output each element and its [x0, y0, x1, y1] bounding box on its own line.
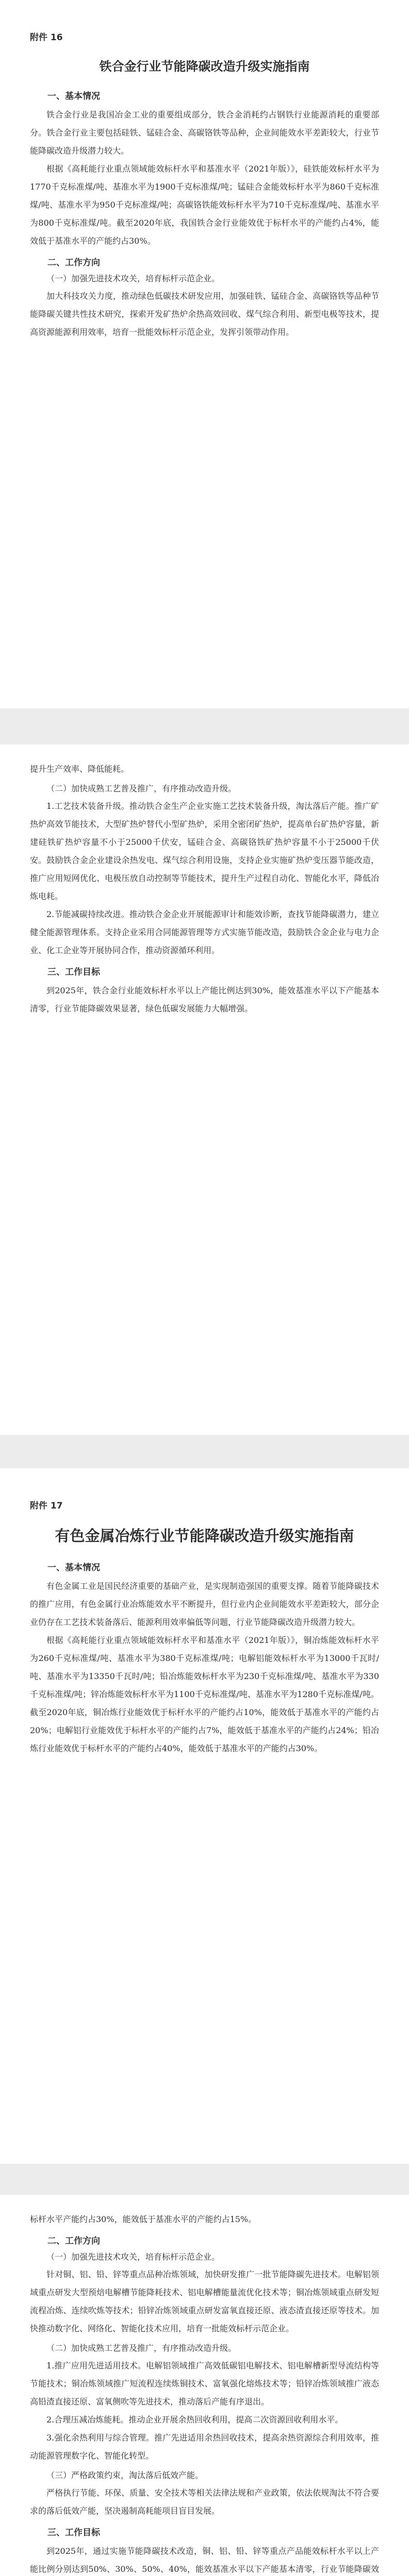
- doc16-page-2: [0, 744, 409, 1435]
- appendix-label: 附件 16: [30, 32, 63, 43]
- subsection-heading: （一）加强先进技术攻关，培育标杆示范企业。: [46, 274, 220, 283]
- doc17-page-1: [0, 1468, 409, 2164]
- subsection-heading: （二）加快成熟工艺普及推广，有序推动改造升级。: [46, 784, 237, 793]
- page-gap: [0, 708, 409, 744]
- paragraph: 标杆水平产能约占30%，能效低于基准水平的产能约占15%。: [30, 2214, 257, 2224]
- subsection-heading: （三）严格政策约束，淘汰落后低效产能。: [46, 2470, 204, 2480]
- document-title: 铁合金行业节能降碳改造升级实施指南: [99, 59, 310, 74]
- paragraph: 到2025年，铁合金行业能效标杆水平以上产能比例达到30%，能效基准水平以下产能基本清零，行业节能降碳效果显著，绿色低碳发展能力大幅增强。: [30, 986, 379, 1013]
- paragraph: 1.工艺技术装备升级。推动铁合金生产企业实施工艺技术装备升级，淘汰落后产能。推广矿热炉高效节能技术，大型矿热炉替代小型矿热炉，采用全密闭矿热炉，提高单台矿热炉容量，新建硅铁矿热炉容量不小于25000千伏安，锰硅合金、高碳铬铁矿热炉容量不小于25000千伏安。鼓励铁合金企业建设余热发电、煤气综合利用设施，支持企业实施矿热炉变压器节能改造，推广应用短网优化、电极压放自动控制等节能技术，提升生产过程自动化、智能化水平，降低冶炼电耗。: [30, 801, 379, 901]
- paragraph: 严格执行节能、环保、质量、安全技术等相关法律法规和产业政策，依法依规淘汰不符合要求的落后低效产能，坚决遏制高耗能项目盲目发展。: [30, 2488, 379, 2516]
- section-heading: 三、工作目标: [47, 967, 100, 977]
- subsection-heading: （二）加快成熟工艺普及推广，有序推动改造升级。: [46, 2343, 237, 2353]
- paragraph: 2.节能减碳持续改进。推动铁合金企业开展能源审计和能效诊断，查找节能降碳潜力，建立健全能源管理体系。支持企业采用合同能源管理等方式实施节能改造，鼓励铁合金企业与电力企业、化工企业等开展协同合作，推动资源循环利用。: [30, 909, 379, 955]
- document-title: 有色金属冶炼行业节能降碳改造升级实施指南: [55, 1527, 354, 1545]
- doc17-page-2: [0, 2195, 409, 2576]
- doc16-page-1: [0, 0, 409, 708]
- section-heading: 二、工作方向: [47, 258, 100, 268]
- paragraph: 1.推广应用先进适用技术。电解铝领域推广高效低碳铝电解技术、铝电解槽新型导流结构等节能技术；铜冶炼领域推广短流程连续炼铜技术、富氧强化熔炼技术等；铅锌冶炼领域推广液态高铅渣直接还原、富氧侧吹等先进技术，推动落后产能有序退出。: [30, 2361, 379, 2406]
- appendix-label: 附件 17: [30, 1501, 63, 1511]
- page-gap: [0, 1435, 409, 1468]
- paragraph: 加大科技攻关力度，推动绿色低碳技术研发应用，加强硅铁、锰硅合金、高碳铬铁等品种节能降碳关键共性技术研究，探索开发矿热炉余热高效回收、煤气综合利用、新型电极等技术，提高资源能源利用效率，培育一批能效标杆示范企业，发挥引领带动作用。: [30, 291, 379, 337]
- paragraph: 针对铜、铝、铅、锌等重点品种冶炼领域，加快研发推广一批节能降碳先进技术。电解铝领域重点研发大型预焙电解槽节能降耗技术、铝电解槽能量流优化技术等；铜冶炼领域重点研发短流程冶炼、连续吹炼等技术；铅锌冶炼领域重点研发富氧直接还原、液态渣直接还原等技术。加快推动数字化、网络化、智能化技术应用，培育一批能效标杆示范企业。: [30, 2269, 379, 2333]
- paragraph: 有色金属工业是国民经济重要的基础产业，是实现制造强国的重要支撑。随着节能降碳技术的推广应用，有色金属行业冶炼能效水平不断提升，但行业内企业间能效水平差距较大，部分企业仍存在工艺技术装备落后、能源利用效率偏低等问题，行业节能降碳改造升级潜力较大。: [30, 1581, 379, 1627]
- paragraph: 3.强化余热利用与综合管理。推广先进适用余热回收技术，提高余热资源综合利用效率，推动能源管理数字化、智能化转型。: [30, 2433, 379, 2461]
- page-gap: [0, 2164, 409, 2195]
- paragraph: 提升生产效率、降低能耗。: [30, 764, 129, 774]
- section-heading: 一、基本情况: [47, 91, 100, 101]
- subsection-heading: （一）加强先进技术攻关，培育标杆示范企业。: [46, 2252, 220, 2262]
- paragraph: 2.合理压减冶炼能耗。推动企业开展余热回收利用，提高二次资源回收利用水平。: [46, 2415, 343, 2425]
- paragraph: 到2025年，通过实施节能降碳技术改造，铜、铝、铅、锌等重点产品能效标杆水平以上产能比例分别达到50%、30%、50%、40%，能效基准水平以下产能基本清零，行业节能降碳效: [30, 2546, 379, 2574]
- paragraph: 根据《高耗能行业重点领域能效标杆水平和基准水平（2021年版）》，硅铁能效标杆水平为1770千克标准煤/吨、基准水平为1900千克标准煤/吨；锰硅合金能效标杆水平为860千克标准煤/吨、基准水平为950千克标准煤/吨；高碳铬铁能效标杆水平为710千克标准煤/吨、基准水平为800千克标准煤/吨。截至2020年底，我国铁合金行业能效优于标杆水平的产能约占4%，能效低于基准水平的产能约占30%。: [30, 164, 379, 246]
- paragraph: 铁合金行业是我国冶金工业的重要组成部分，铁合金消耗约占钢铁行业能源消耗的重要部分。铁合金行业主要包括硅铁、锰硅合金、高碳铬铁等品种，企业间能效水平差距较大，行业节能降碳改造升级潜力较大。: [30, 110, 379, 156]
- section-heading: 一、基本情况: [47, 1563, 100, 1573]
- paragraph: 根据《高耗能行业重点领域能效标杆水平和基准水平（2021年版）》，铜冶炼能效标杆水平为260千克标准煤/吨、基准水平为380千克标准煤/吨；电解铝能效标杆水平为13000千瓦时/吨、基准水平为13350千瓦时/吨；铅冶炼能效标杆水平为230千克标准煤/吨、基准水平为330千克标准煤/吨；锌冶炼能效标杆水平为1100千克标准煤/吨、基准水平为1280千克标准煤/吨。截至2020年底，铜冶炼行业能效优于标杆水平的产能约占10%，能效低于基准水平的产能约占20%；电解铝行业能效优于标杆水平的产能约占7%，能效低于基准水平的产能约占24%；铅冶炼行业能效优于标杆水平的产能约占40%，能效低于基准水平的产能约占30%。: [30, 1635, 379, 1753]
- section-heading: 二、工作方向: [47, 2236, 100, 2246]
- section-heading: 三、工作目标: [47, 2528, 100, 2538]
